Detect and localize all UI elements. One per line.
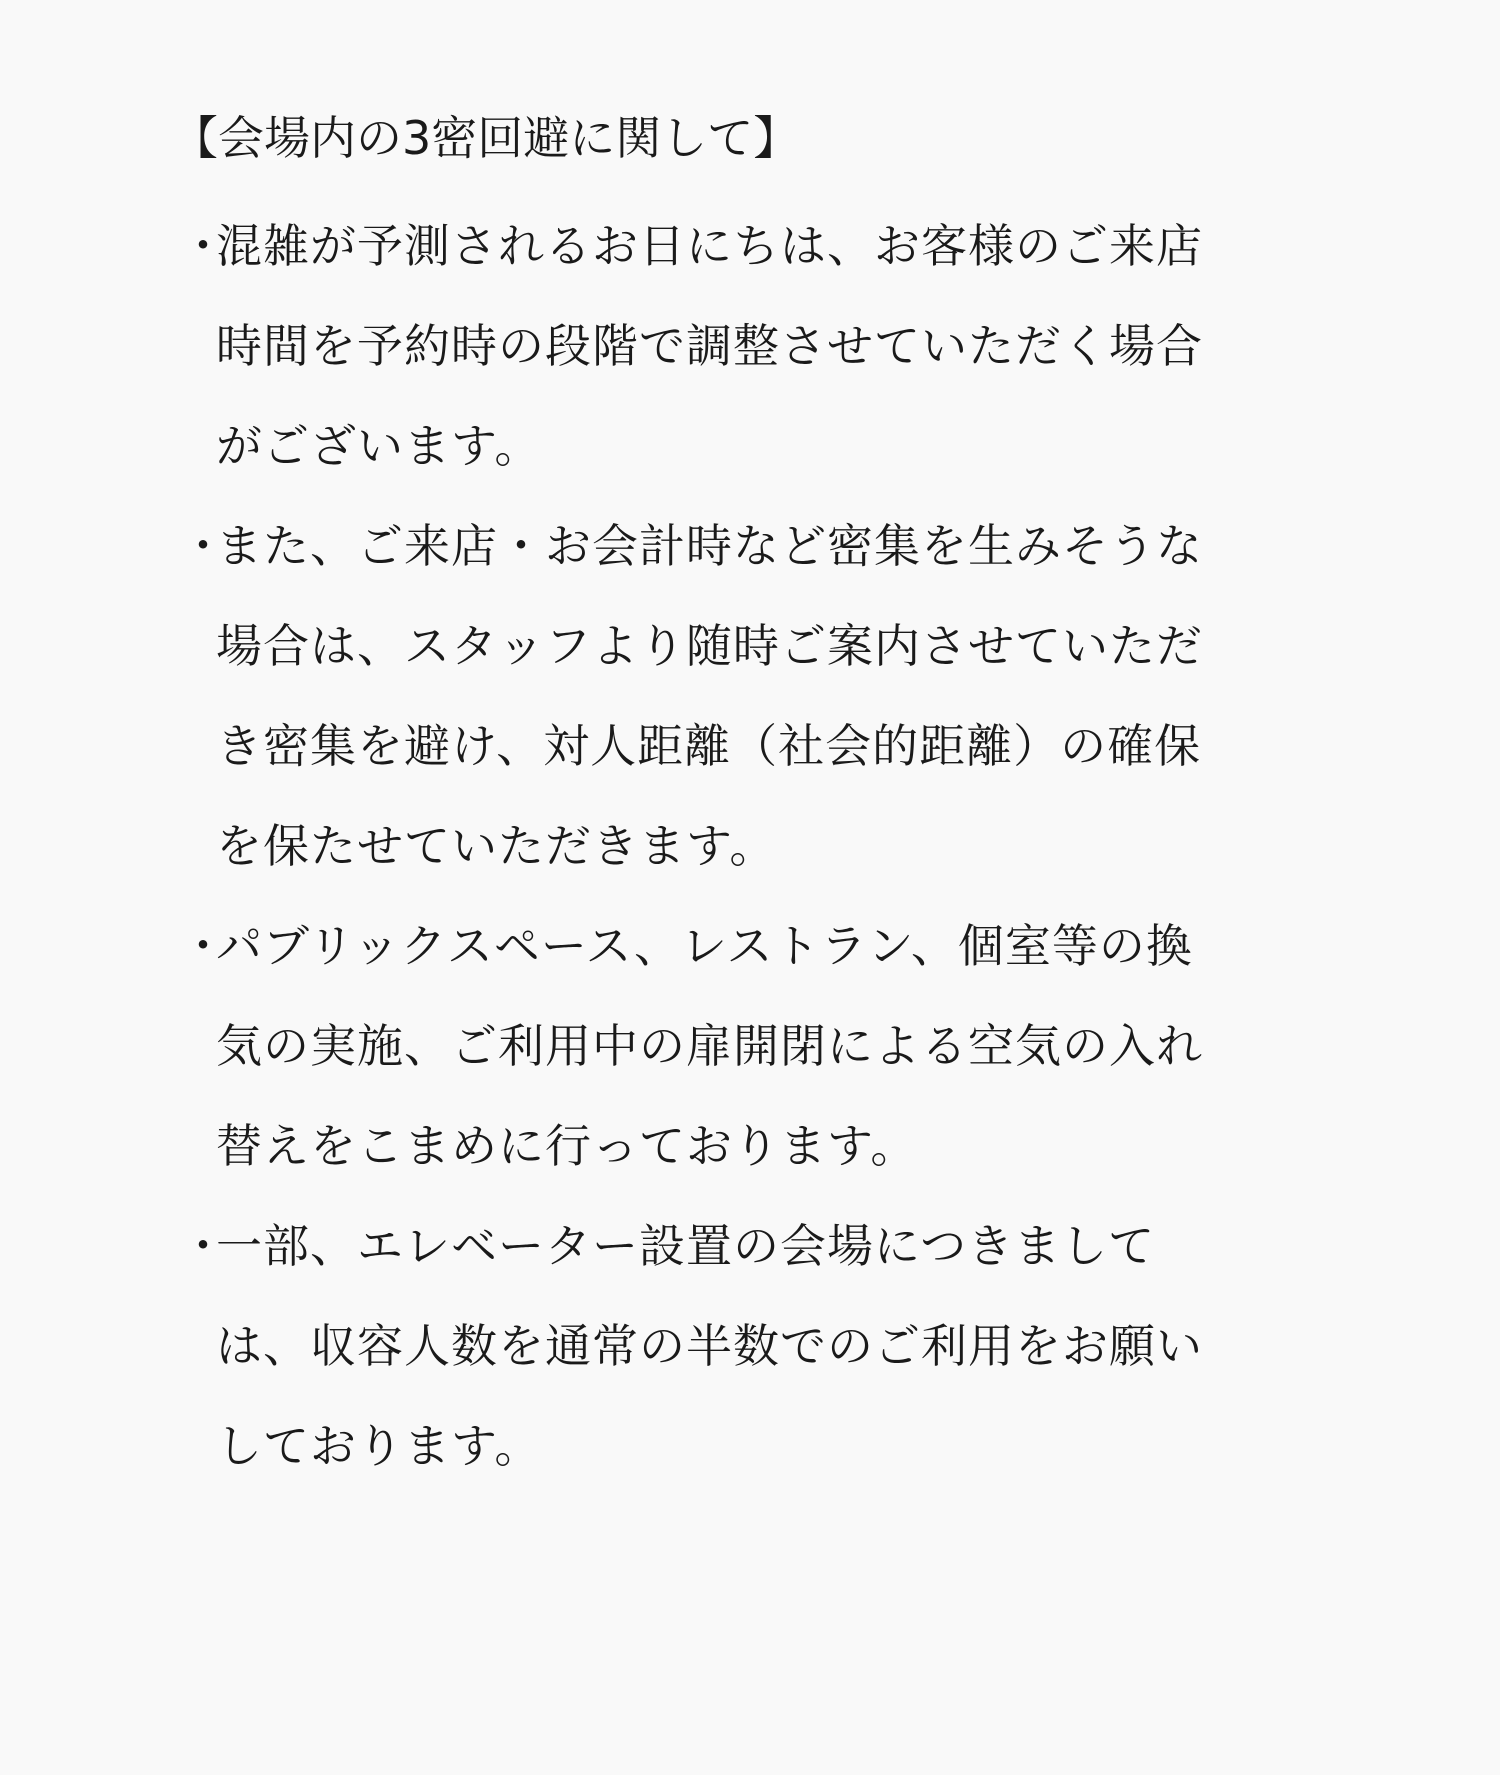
item-text-line: また、ご来店・お会計時など密集を生みそうな xyxy=(216,519,1203,573)
item-text-line: は、収容人数を通常の半数でのご利用をお願い xyxy=(216,1319,1203,1373)
notice-content xyxy=(172,98,1330,1496)
bullet-icon: ・ xyxy=(180,219,226,273)
item-text-line: 場合は、スタッフより随時ご案内させていただ xyxy=(216,619,1203,673)
item-text-line: パブリックスペース、レストラン、個室等の換 xyxy=(216,919,1193,973)
item-text-line: き密集を避け、対人距離（社会的距離）の確保 xyxy=(216,719,1202,773)
item-text-line: 気の実施、ご利用中の扉開閉による空気の入れ xyxy=(216,1019,1203,1073)
item-text-line: 替えをこまめに行っております。 xyxy=(216,1119,918,1173)
item-text-line: を保たせていただきます。 xyxy=(216,819,777,873)
list-item xyxy=(180,1196,1330,1496)
item-text-line: 混雑が予測されるお日にちは、お客様のご来店 xyxy=(216,219,1203,273)
bullet-icon: ・ xyxy=(180,919,226,973)
notice-heading: 【会場内の3密回避に関して】 xyxy=(172,111,800,165)
list-item xyxy=(180,196,1330,496)
list-item xyxy=(180,896,1330,1196)
item-text-line: がございます。 xyxy=(216,419,542,473)
notice-list xyxy=(180,196,1330,1496)
bullet-icon: ・ xyxy=(180,519,226,573)
item-text-line: 一部、エレベーター設置の会場につきまして xyxy=(216,1219,1156,1273)
item-text-line: しております。 xyxy=(216,1419,542,1473)
bullet-icon: ・ xyxy=(180,1219,226,1273)
list-item xyxy=(180,496,1330,896)
item-text-line: 時間を予約時の段階で調整させていただく場合 xyxy=(216,319,1203,373)
